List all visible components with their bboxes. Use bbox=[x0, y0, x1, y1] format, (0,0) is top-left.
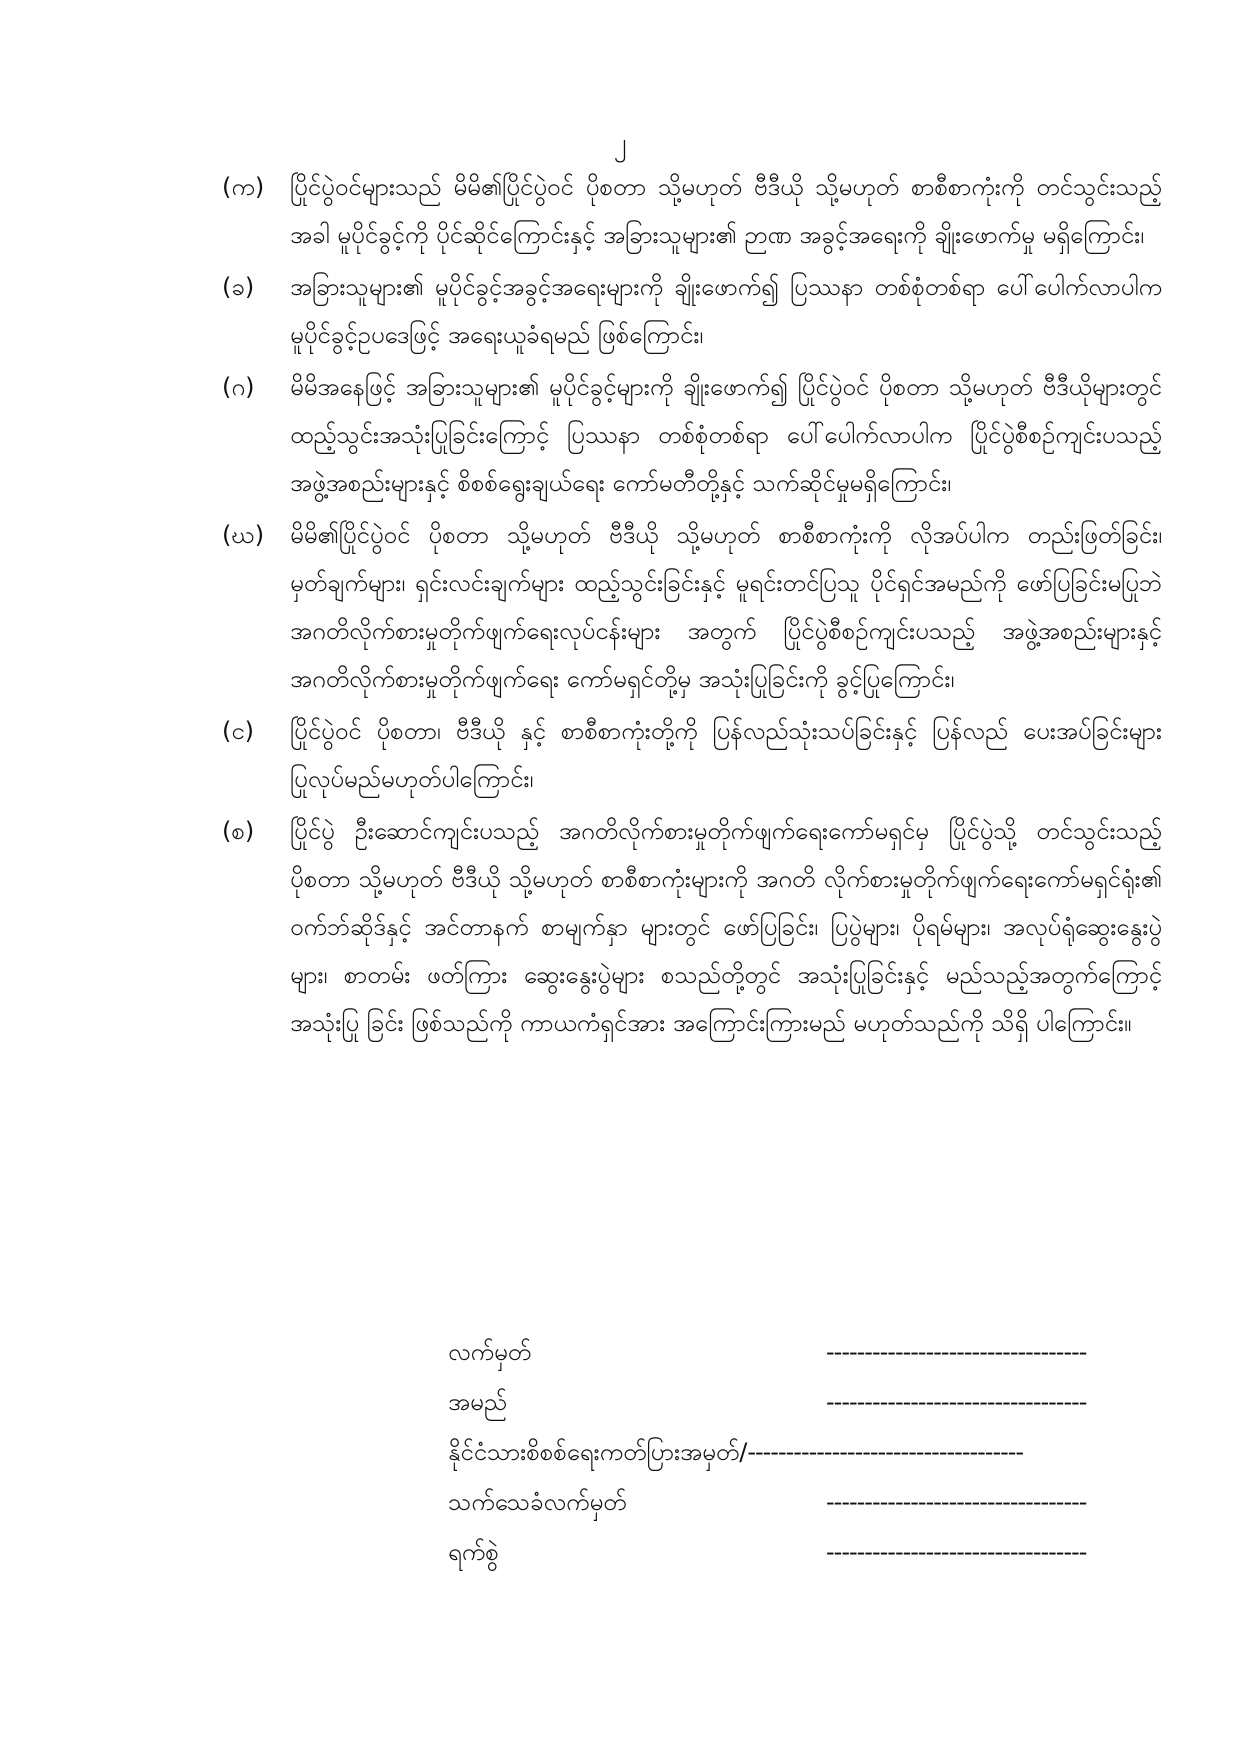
clause-label: (င) bbox=[222, 717, 255, 745]
clause-text: ပြိုင်ပွဲဝင် ပိုစတာ၊ ဗီဒီယို နှင့် စာစီစာကုံးတို့ကို ပြန်လည်သုံးသပ်ခြင်းနှင့် ပြန်လည် ပေးအပ်ခြင်းများ ပြုလုပ်မည်မဟုတ်ပါကြောင်း၊ bbox=[290, 717, 1162, 793]
signature-label: လက်မှတ် bbox=[448, 1338, 532, 1366]
clause-ka bbox=[222, 163, 1162, 259]
clause-text: ပြိုင်ပွဲ ဦးဆောင်ကျင်းပသည့် အဂတိလိုက်စားမှုတိုက်ဖျက်ရေးကော်မရှင်မှ ပြိုင်ပွဲသို့ တင်သွင်းသည့်ပိုစတာ သို့မဟုတ် ဗီဒီယို သို့မဟုတ် စာစီစာကုံးများကို အဂတိ လိုက်စားမှုတိုက်ဖျက်ရေးကော်မရှင်ရုံး၏ ဝက်ဘ်ဆိုဒ်နှင့် အင်တာနက် စာမျက်နှာ များတွင် ဖော်ပြခြင်း၊ ပြပွဲများ၊ ပိုရမ်များ၊ အလုပ်ရုံဆွေးနွေးပွဲများ၊ စာတမ်း ဖတ်ကြား ဆွေးနွေးပွဲများ စသည်တို့တွင် အသုံးပြုခြင်းနှင့် မည်သည့်အတွက်ကြောင့် အသုံးပြု ခြင်း ဖြစ်သည်ကို ကာယကံရှင်အား အကြောင်းကြားမည် မဟုတ်သည်ကို သိရှိ ပါကြောင်း။ bbox=[290, 817, 1162, 1037]
clause-label: (ဂ) bbox=[222, 373, 255, 401]
nrc-row bbox=[448, 1427, 1148, 1477]
signature-block bbox=[448, 1327, 1148, 1577]
clause-gha bbox=[222, 511, 1162, 703]
signature-blank-line: ---------------------------------- bbox=[826, 1338, 1087, 1366]
clause-text: မိမိ၏ပြိုင်ပွဲဝင် ပိုစတာ သို့မဟုတ် ဗီဒီယို သို့မဟုတ် စာစီစာကုံးကို လိုအပ်ပါက တည်းဖြတ်ခြင်း၊ မှတ်ချက်များ၊ ရှင်းလင်းချက်များ ထည့်သွင်းခြင်းနှင့် မူရင်းတင်ပြသူ ပိုင်ရှင်အမည်ကို ဖော်ပြခြင်းမပြုဘဲ အဂတိလိုက်စားမှုတိုက်ဖျက်ရေးလုပ်ငန်းများ အတွက် ပြိုင်ပွဲစီစဉ်ကျင်းပသည့် အဖွဲ့အစည်းများနှင့် အဂတိလိုက်စားမှုတိုက်ဖျက်ရေး ကော်မရှင်တို့မှ အသုံးပြုခြင်းကို ခွင့်ပြုကြောင်း၊ bbox=[290, 521, 1162, 693]
clause-ga bbox=[222, 363, 1162, 507]
clause-label: (စ) bbox=[222, 817, 255, 845]
witness-label: သက်သေခံလက်မှတ် bbox=[448, 1488, 627, 1516]
clause-kha bbox=[222, 263, 1162, 359]
clause-label: (ဃ) bbox=[222, 521, 265, 549]
name-label: အမည် bbox=[448, 1388, 507, 1416]
clause-nga bbox=[222, 707, 1162, 803]
witness-row bbox=[448, 1477, 1148, 1527]
clause-text: အခြားသူများ၏ မူပိုင်ခွင့်အခွင့်အရေးများကို ချိုးဖောက်၍ ပြဿနာ တစ်စုံတစ်ရာ ပေါ်ပေါက်လာပါက မူပိုင်ခွင့်ဥပဒေဖြင့် အရေးယူခံရမည် ဖြစ်ကြောင်း၊ bbox=[290, 273, 1162, 349]
nrc-label bbox=[448, 1427, 1023, 1477]
clause-text: ပြိုင်ပွဲဝင်များသည် မိမိ၏ပြိုင်ပွဲဝင် ပိုစတာ သို့မဟုတ် ဗီဒီယို သို့မဟုတ် စာစီစာကုံးကို တင်သွင်းသည့်အခါ မူပိုင်ခွင့်ကို ပိုင်ဆိုင်ကြောင်းနှင့် အခြားသူများ၏ ဉာဏ အခွင့်အရေးကို ချိုးဖောက်မှု မရှိကြောင်း၊ bbox=[290, 173, 1162, 249]
nrc-label-text: နိုင်ငံသားစိစစ်ရေးကတ်ပြားအမှတ်/ bbox=[448, 1438, 748, 1466]
clause-text: မိမိအနေဖြင့် အခြားသူများ၏ မူပိုင်ခွင့်များကို ချိုးဖောက်၍ ပြိုင်ပွဲဝင် ပိုစတာ သို့မဟုတ် ဗီဒီယိုများတွင် ထည့်သွင်းအသုံးပြုခြင်းကြောင့် ပြဿနာ တစ်စုံတစ်ရာ ပေါ်ပေါက်လာပါက ပြိုင်ပွဲစီစဉ်ကျင်းပသည့် အဖွဲ့အစည်းများနှင့် စိစစ်ရွေးချယ်ရေး ကော်မတီတို့နှင့် သက်ဆိုင်မှုမရှိကြောင်း၊ bbox=[290, 373, 1162, 497]
date-label: ရက်စွဲ bbox=[448, 1538, 499, 1566]
nrc-blank-line: ------------------------------------ bbox=[747, 1438, 1024, 1466]
name-row bbox=[448, 1377, 1148, 1427]
witness-blank-line: ---------------------------------- bbox=[826, 1488, 1087, 1516]
clause-sa bbox=[222, 807, 1162, 1047]
date-row bbox=[448, 1527, 1148, 1577]
clause-label: (က) bbox=[222, 173, 265, 201]
date-blank-line: ---------------------------------- bbox=[826, 1538, 1087, 1566]
signature-row bbox=[448, 1327, 1148, 1377]
clause-label: (ခ) bbox=[222, 273, 255, 301]
page-number: ၂ bbox=[613, 128, 627, 158]
declaration-clauses bbox=[222, 163, 1162, 1051]
name-blank-line: ---------------------------------- bbox=[826, 1388, 1087, 1416]
